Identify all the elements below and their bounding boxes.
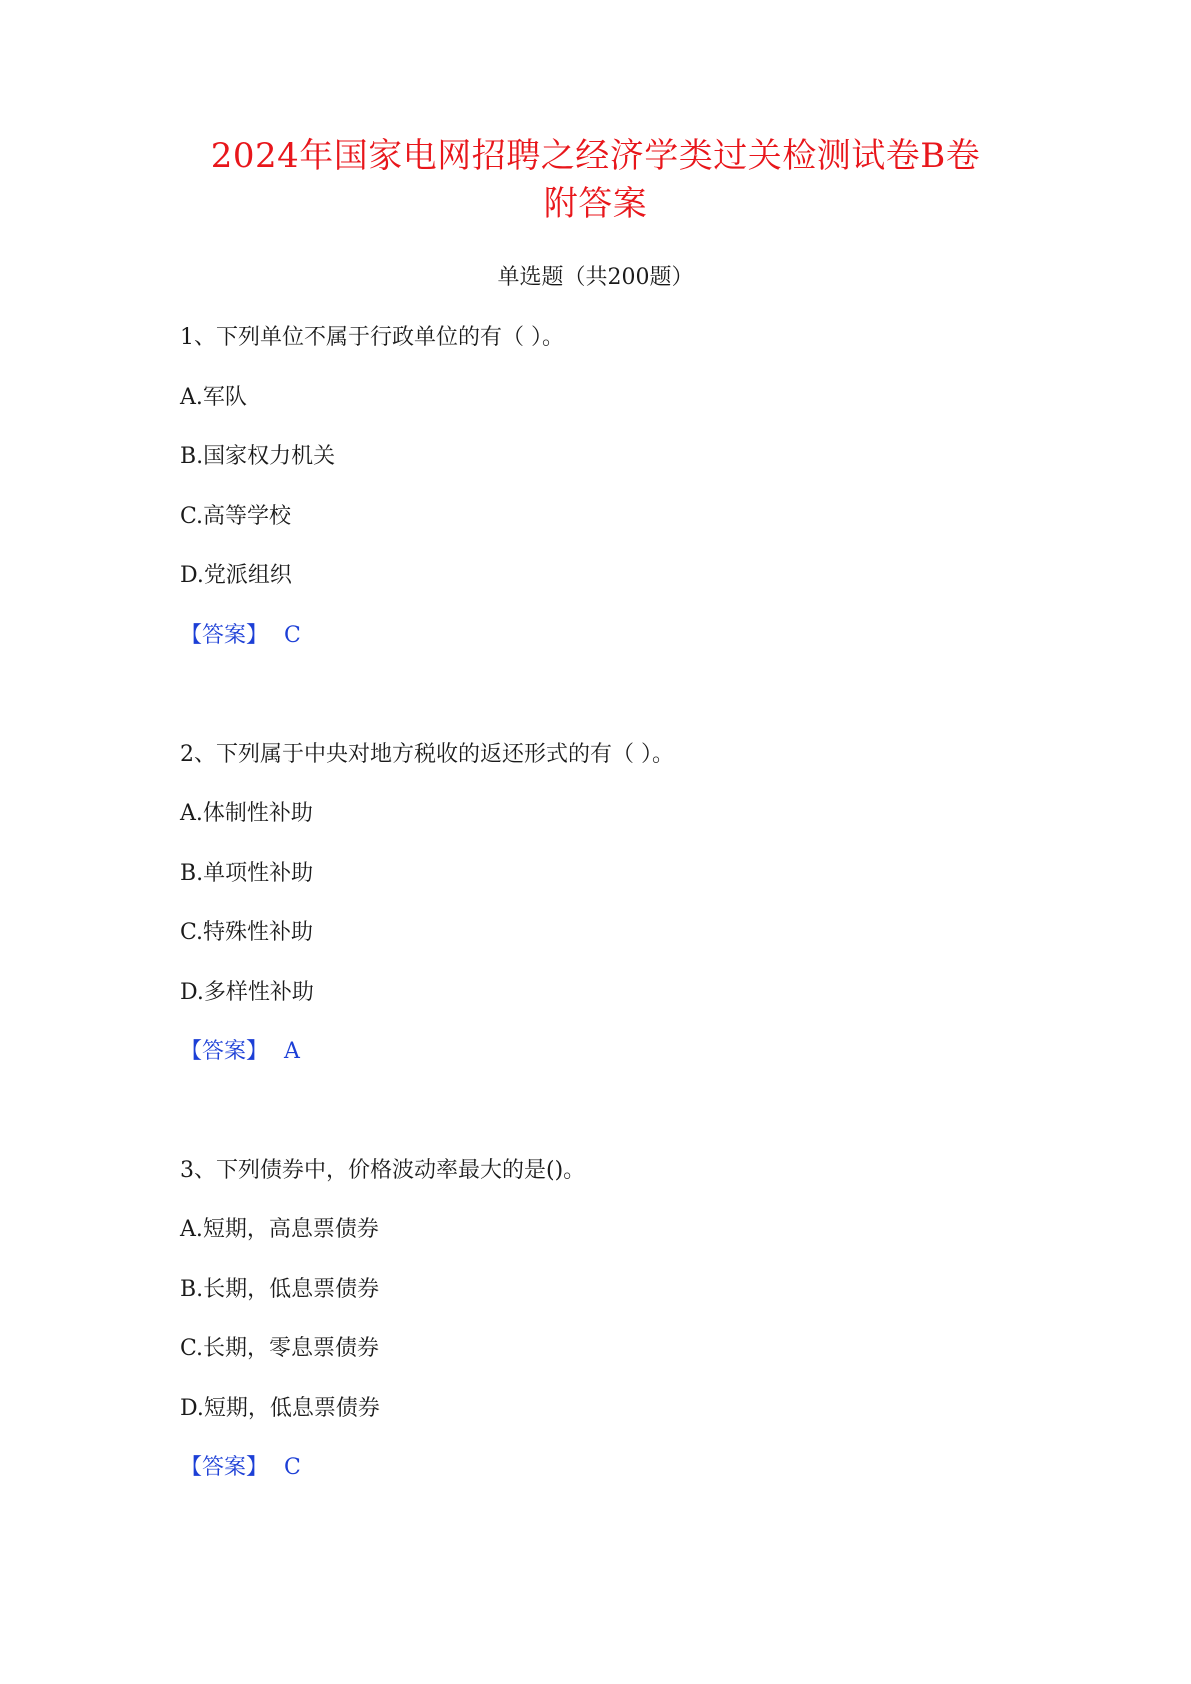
question-3-stem: 3、下列债券中，价格波动率最大的是()。 xyxy=(180,1158,586,1183)
document-title-line2: 附答案 xyxy=(543,184,648,224)
question-2-option-c: C.特殊性补助 xyxy=(180,920,314,945)
question-1-option-a: A.军队 xyxy=(180,385,247,410)
question-3-option-c: C.长期，零息票债券 xyxy=(180,1336,380,1361)
answer-label: 【答案】 xyxy=(180,623,269,648)
answer-label: 【答案】 xyxy=(180,1455,269,1480)
question-3-answer xyxy=(180,1453,301,1483)
section-heading: 单选题（共200题） xyxy=(497,265,694,290)
question-2-option-d: D.多样性补助 xyxy=(180,980,314,1005)
question-1-option-d: D.党派组织 xyxy=(180,563,292,588)
question-1-option-c: C.高等学校 xyxy=(180,504,292,529)
answer-value: C xyxy=(284,623,301,648)
question-2-stem: 2、下列属于中央对地方税收的返还形式的有（ ）。 xyxy=(180,742,674,767)
question-3-option-d: D.短期，低息票债券 xyxy=(180,1396,380,1421)
question-2-option-b: B.单项性补助 xyxy=(180,861,314,886)
document-title-line1: 2024年国家电网招聘之经济学类过关检测试卷B卷 xyxy=(210,136,981,176)
question-1-option-b: B.国家权力机关 xyxy=(180,444,336,469)
answer-value: A xyxy=(284,1039,300,1064)
question-3-option-b: B.长期，低息票债券 xyxy=(180,1277,380,1302)
question-1-stem: 1、下列单位不属于行政单位的有（ ）。 xyxy=(180,325,564,350)
question-1-answer xyxy=(180,621,301,651)
question-3-option-a: A.短期，高息票债券 xyxy=(180,1217,379,1242)
question-2-option-a: A.体制性补助 xyxy=(180,801,313,826)
answer-label: 【答案】 xyxy=(180,1039,269,1064)
question-2-answer xyxy=(180,1037,300,1067)
answer-value: C xyxy=(284,1455,301,1480)
